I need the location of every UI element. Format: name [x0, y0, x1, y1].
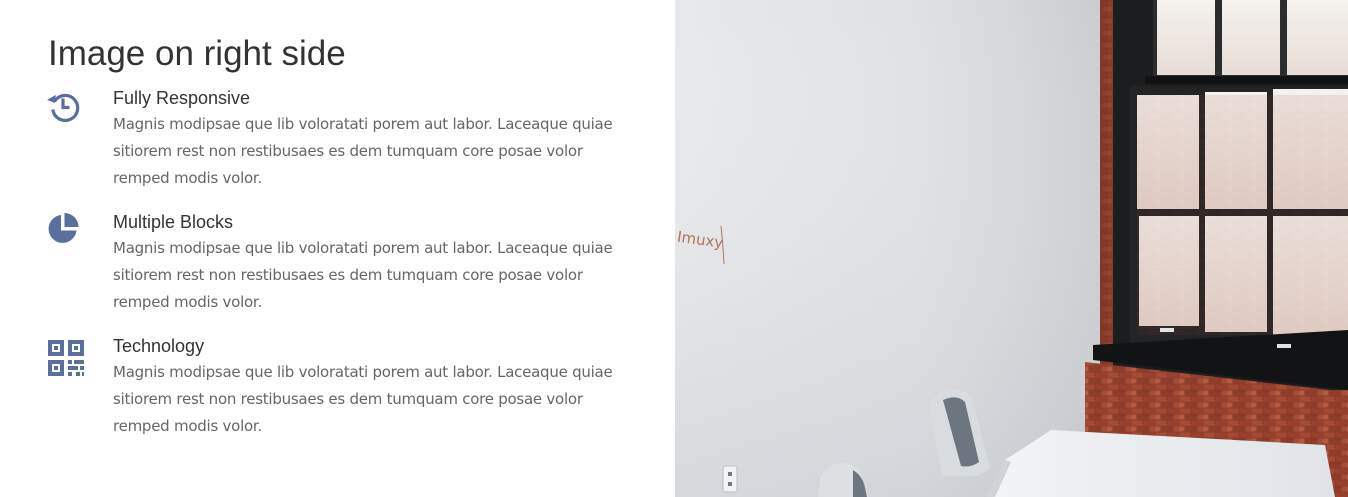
feature-description: Magnis modipsae que lib voloratati porem aut labor. Laceaque quiae sitiorem rest non restibusaes es dem tumquam core posae volor remped modis volor. — [113, 363, 613, 435]
feature-title: Technology — [113, 336, 205, 356]
history-icon — [47, 88, 87, 128]
svg-text:Imuxy: Imuxy — [676, 227, 725, 252]
feature-description: Magnis modipsae que lib voloratati porem aut labor. Laceaque quiae sitiorem rest non restibusaes es dem tumquam core posae volor remped modis volor. — [113, 239, 613, 311]
feature-description: Magnis modipsae que lib voloratati porem aut labor. Laceaque quiae sitiorem rest non restibusaes es dem tumquam core posae volor remped modis volor. — [113, 115, 613, 187]
feature-title: Multiple Blocks — [113, 212, 234, 232]
pie-chart-icon — [47, 212, 87, 252]
office-meeting-room-photo — [675, 0, 1348, 497]
section-title: Image on right side — [48, 34, 346, 73]
feature-title: Fully Responsive — [113, 88, 251, 108]
qr-code-icon — [47, 336, 87, 376]
